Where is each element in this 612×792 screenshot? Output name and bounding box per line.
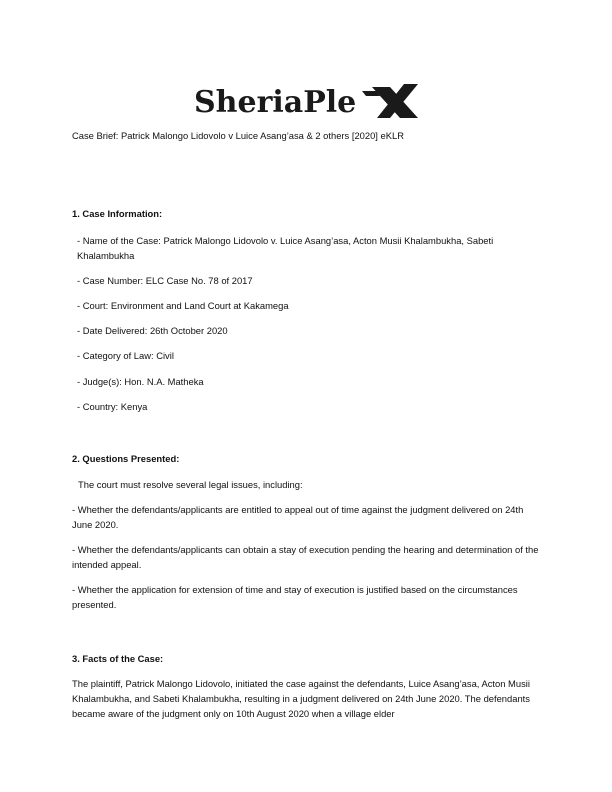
category-of-law-item: - Category of Law: Civil [77,350,174,361]
section-heading-case-information: 1. Case Information: [72,208,163,219]
question-item-3: - Whether the application for extension of time and stay of execution is justified based on the circumstances presented. [72,584,518,610]
question-item-2: - Whether the defendants/applicants can obtain a stay of execution pending the hearing and determination of the intended appeal. [72,544,539,570]
logo-wordmark: SheriaPle [194,85,357,120]
court-item: - Court: Environment and Land Court at Kakamega [77,300,289,311]
judges-item: - Judge(s): Hon. N.A. Matheka [77,376,204,387]
sheriaplex-logo-mark [194,78,424,122]
case-number-item: - Case Number: ELC Case No. 78 of 2017 [77,275,253,286]
question-item-1: - Whether the defendants/applicants are entitled to appeal out of time against the judgment delivered on 24th June 2020. [72,504,524,530]
brief-title: Case Brief: Patrick Malongo Lidovolo v Luice Asang’asa & 2 others [2020] eKLR [72,130,404,141]
case-name-item: - Name of the Case: Patrick Malongo Lidovolo v. Luice Asang’asa, Acton Musii Khalambukha, Sabeti Khalambukha [77,235,494,261]
facts-paragraph: The plaintiff, Patrick Malongo Lidovolo, initiated the case against the defendants, Luice Asang’asa, Acton Musii Khalambukha, and Sabeti Khalambukha, resulting in a judgment delivered on 24th June 2020. The defendants became aware of the judgment only on 10th August 2020 when a village elder [72,678,530,719]
date-delivered-item: - Date Delivered: 26th October 2020 [77,325,228,336]
sheriaplex-logo [194,78,424,122]
section-heading-questions-presented: 2. Questions Presented: [72,453,180,464]
country-item: - Country: Kenya [77,401,148,412]
section-heading-facts-of-the-case: 3. Facts of the Case: [72,653,164,664]
questions-intro: The court must resolve several legal issues, including: [78,479,303,490]
logo-x-icon [362,84,418,118]
